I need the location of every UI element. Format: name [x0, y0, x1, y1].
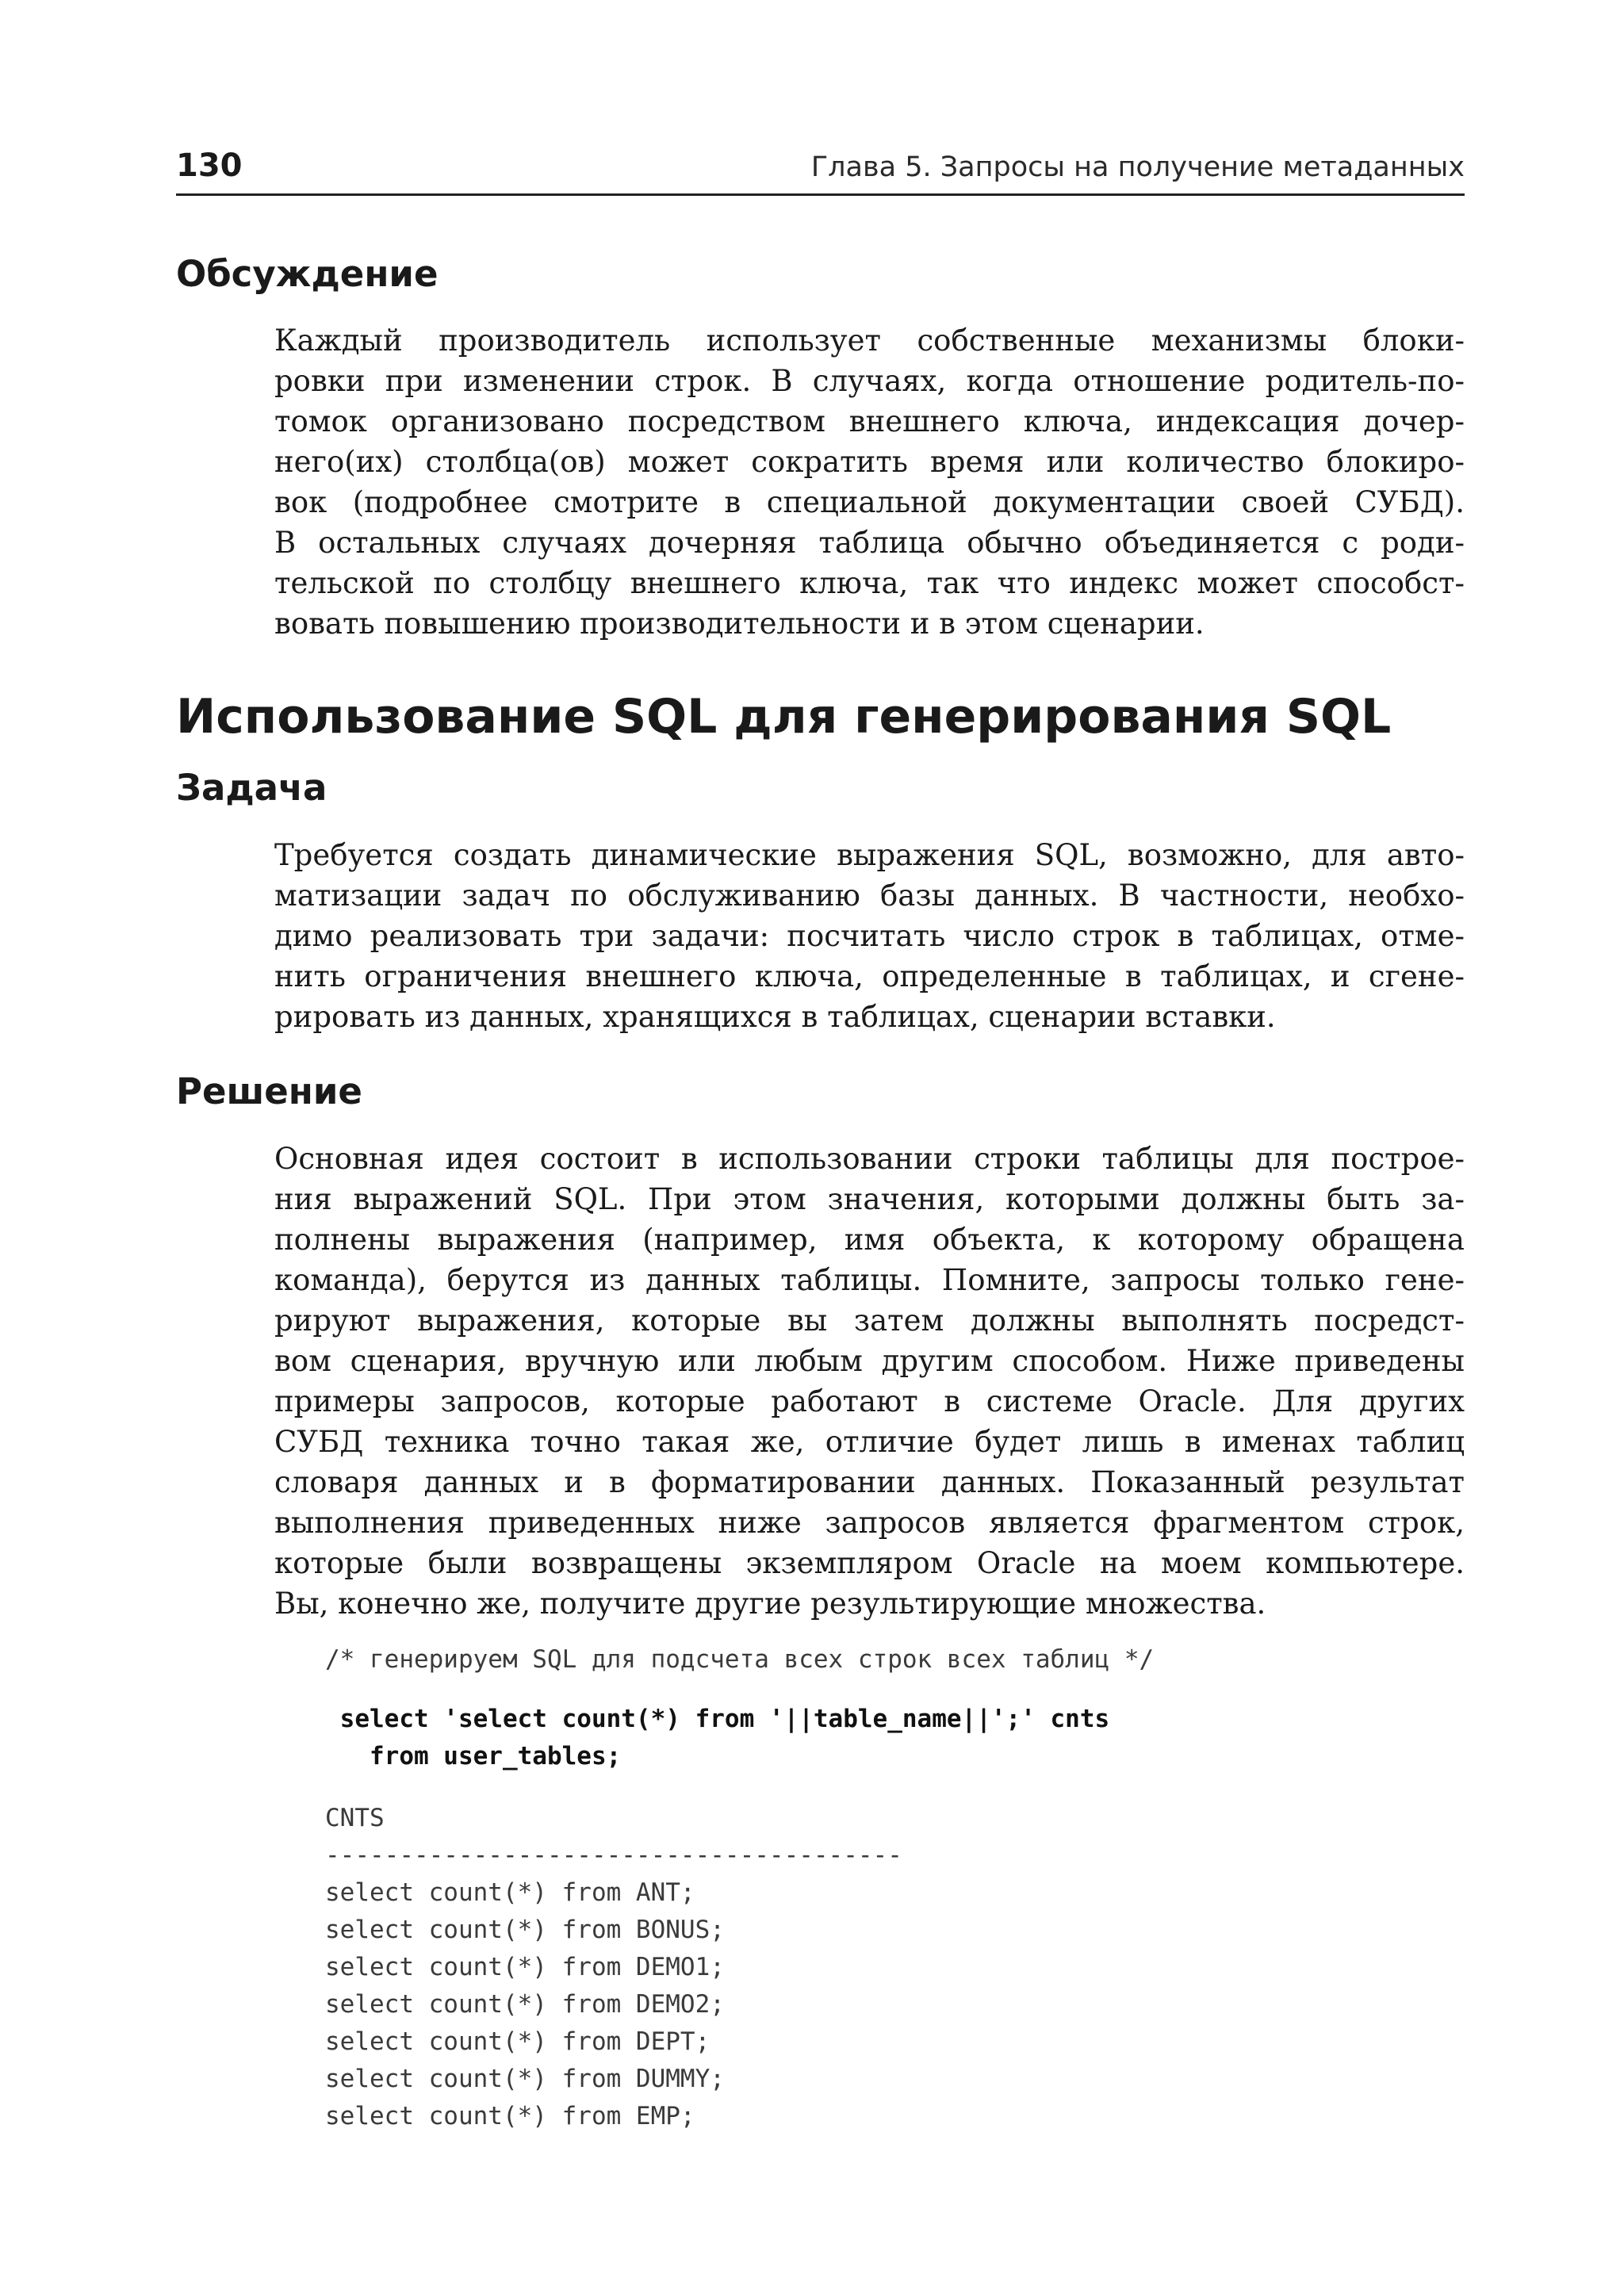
result-separator: ---------------------------------------	[325, 1841, 902, 1870]
text-line: словаря данных и в форматировании данных. Показанный результат	[274, 1465, 1465, 1499]
text-line: нить ограничения внешнего ключа, определенные в таблицах, и сгене-	[274, 959, 1465, 993]
text-line: выполнения приведенных ниже запросов является фрагментом строк,	[274, 1506, 1465, 1540]
text-line: вом сценария, вручную или любым другим способом. Ниже приведены	[274, 1344, 1465, 1378]
solution-heading: Решение	[176, 1070, 362, 1112]
running-header	[176, 147, 1465, 196]
text-line: Каждый производитель использует собственные механизмы блоки-	[274, 323, 1465, 358]
text-line: вок (подробнее смотрите в специальной документации своей СУБД).	[274, 485, 1465, 519]
result-row: select count(*) from BONUS;	[325, 1916, 725, 1944]
text-line: которые были возвращены экземпляром Oracle на моем компьютере.	[274, 1546, 1465, 1580]
text-line: полнены выражения (например, имя объекта, к которому обращена	[274, 1223, 1465, 1257]
text-line: рируют выражения, которые вы затем должны выполнять посредст-	[274, 1303, 1465, 1338]
discussion-heading: Обсуждение	[176, 253, 439, 295]
result-row: select count(*) from ANT;	[325, 1878, 695, 1907]
discussion-paragraph	[274, 320, 1465, 644]
text-line: Основная идея состоит в использовании строки таблицы для построе-	[274, 1142, 1465, 1176]
text-line: ния выражений SQL. При этом значения, которыми должны быть за-	[274, 1182, 1465, 1216]
result-row: select count(*) from DEMO1;	[325, 1953, 725, 1981]
task-paragraph	[274, 835, 1465, 1037]
text-line: матизации задач по обслуживанию базы данных. В частности, необхо-	[274, 879, 1465, 913]
text-line: примеры запросов, которые работают в системе Oracle. Для других	[274, 1384, 1465, 1418]
code-query-line: from user_tables;	[325, 1742, 622, 1770]
text-line: томок организовано посредством внешнего ключа, индексация дочер-	[274, 404, 1465, 438]
task-heading: Задача	[176, 767, 327, 809]
code-query-line: select 'select count(*) from '||table_name||';' cnts	[325, 1705, 1110, 1733]
text-line: тельской по столбцу внешнего ключа, так что индекс может способст-	[274, 566, 1465, 600]
section-title: Использование SQL для генерирования SQL	[176, 689, 1392, 745]
solution-paragraph	[274, 1139, 1465, 1624]
text-line: команда), берутся из данных таблицы. Помните, запросы только гене-	[274, 1263, 1465, 1297]
code-query	[325, 1701, 1109, 1775]
page-number: 130	[176, 147, 243, 184]
text-line: СУБД техника точно такая же, отличие будет лишь в именах таблиц	[274, 1425, 1465, 1459]
result-row: select count(*) from DEMO2;	[325, 1990, 725, 2019]
text-line: Вы, конечно же, получите другие результирующие множества.	[274, 1587, 1266, 1621]
text-line: рировать из данных, хранящихся в таблицах, сценарии вставки.	[274, 1000, 1276, 1034]
text-line: В остальных случаях дочерняя таблица обычно объединяется с роди-	[274, 526, 1465, 560]
result-row: select count(*) from DEPT;	[325, 2027, 710, 2056]
result-header: CNTS	[325, 1804, 385, 1832]
text-line: димо реализовать три задачи: посчитать число строк в таблицах, отме-	[274, 919, 1465, 953]
text-line: Требуется создать динамические выражения SQL, возможно, для авто-	[274, 838, 1465, 872]
text-line: ровки при изменении строк. В случаях, когда отношение родитель-по-	[274, 364, 1465, 398]
text-line: вовать повышению производительности и в этом сценарии.	[274, 607, 1205, 641]
chapter-title: Глава 5. Запросы на получение метаданных	[810, 151, 1465, 183]
result-row: select count(*) from DUMMY;	[325, 2065, 725, 2093]
code-result	[325, 1800, 902, 2135]
code-comment: /* генерируем SQL для подсчета всех строк всех таблиц */	[325, 1645, 1155, 1674]
result-row: select count(*) from EMP;	[325, 2102, 695, 2130]
text-line: него(их) столбца(ов) может сократить время или количество блокиро-	[274, 445, 1465, 479]
